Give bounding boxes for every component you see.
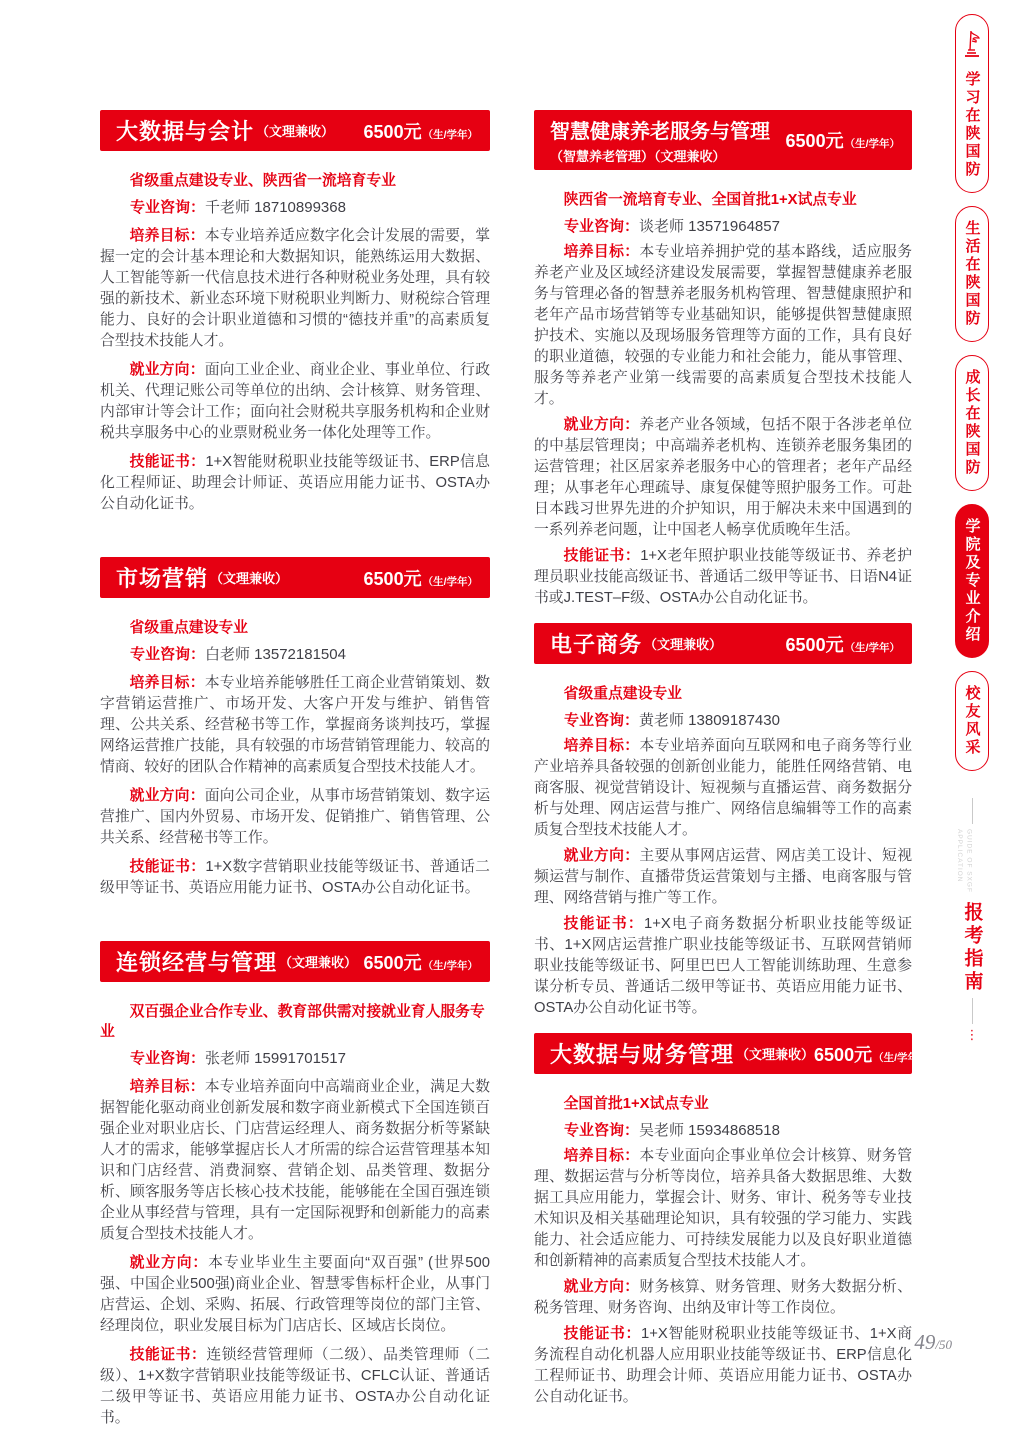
goal-label: 培养目标： — [129, 675, 205, 691]
program-cert — [534, 1324, 912, 1408]
goal-text: 本专业培养适应数字化会计发展的需要，掌握一定的会计基本理论和大数据知识，能熟练运用大数据、人工智能等新一代信息技术进行各种财税业务处理，具有较强的新技术、新业态环境下财税职业判断力、财税综合管理能力、良好的会计职业道德和习惯的“德技并重”的高素质复合型技术技能人才。 — [100, 228, 490, 349]
program-cert — [534, 914, 912, 1019]
program-title: 大数据与会计 — [116, 119, 255, 144]
guide-english-caption: APPLICATION GUIDE OF SXGF — [956, 829, 973, 893]
fee-unit: （生/学年） — [422, 959, 478, 972]
fee-unit: （生/学年） — [422, 575, 478, 588]
consult-label: 专业咨询： — [564, 712, 640, 729]
program-title: 市场营销 — [116, 566, 209, 591]
cert-text: 连锁经营管理师（二级）、品类管理师（二级）、1+X数字营销职业技能等级证书、CFLC认证、普通话二级甲等证书、英语应用能力证书、OSTA办公自动化证书。 — [100, 1347, 490, 1426]
cert-text: 1+X智能财税职业技能等级证书、1+X商务流程自动化机器人应用职业技能等级证书、ERP信息化工程师证书、助理会计师、英语应用能力证书、OSTA办公自动化证书。 — [534, 1326, 912, 1405]
program-goal — [534, 736, 912, 841]
cert-label: 技能证书： — [129, 454, 206, 470]
divider — [972, 998, 973, 1024]
program-header — [100, 941, 490, 982]
job-label: 就业方向： — [129, 362, 205, 378]
program-goal — [534, 242, 912, 410]
program-admission-note: （文理兼收） — [256, 124, 335, 139]
cert-label: 技能证书： — [563, 916, 645, 932]
tab-label: 成长在陕国防 — [963, 369, 981, 477]
job-label: 就业方向： — [563, 848, 640, 864]
monument-icon — [960, 28, 984, 63]
fee-amount: 6500元 — [363, 121, 422, 142]
program-admission-note: （文理兼收） — [210, 571, 289, 586]
goal-text: 本专业培养面向互联网和电子商务等行业产业培养具备较强的创新创业能力，能胜任网络营销、电商客服、视觉营销设计、短视频与直播运营、商务数据分析与处理、网店运营与推广、网络信息编辑等工作的高素质复合型技术技能人才。 — [534, 738, 912, 838]
tab-alumni[interactable] — [955, 671, 989, 771]
program-consult-line — [100, 197, 490, 218]
cert-text: 1+X数字营销职业技能等级证书、普通话二级甲等证书、英语应用能力证书、OSTA办公自动化证书。 — [100, 859, 490, 896]
program-header — [100, 110, 490, 151]
tab-label: 学习在陕国防 — [963, 71, 981, 179]
job-label: 就业方向： — [129, 1255, 209, 1271]
program-admission-note: （文理兼收） — [279, 955, 358, 970]
consult-label: 专业咨询： — [564, 1122, 640, 1139]
cert-text: 1+X智能财税职业技能等级证书、ERP信息化工程师证、助理会计师证、英语应用能力证书、OSTA办公自动化证书。 — [100, 454, 490, 512]
goal-label: 培养目标： — [129, 228, 205, 244]
fee-amount: 6500元 — [363, 568, 422, 589]
job-text: 养老产业各领域，包括不限于各涉老单位的中基层管理岗；中高端养老机构、连锁养老服务集团的运营管理；社区居家养老服务中心的管理者；老年产品经理；从事老年心理疏导、康复保健等照护服务工作。可赴日本践习世界先进的介护知识，用于解决未来中国遇到的一系列养老问题，让中国老人畅享优质晚年生活。 — [534, 417, 912, 538]
job-text: 面向工业企业、商业企业、事业单位、行政机关、代理记账公司等单位的出纳、会计核算、财务管理、内部审计等会计工作；面向社会财税共享服务机构和企业财税共享服务中心的业票财税业务一体化处理等工作。 — [100, 362, 490, 441]
program-goal — [100, 1077, 490, 1245]
program-job — [100, 786, 490, 849]
program-card-marketing — [100, 557, 490, 899]
program-consult-line — [534, 216, 912, 237]
program-header — [534, 110, 912, 170]
total-pages: /50 — [935, 1337, 952, 1352]
program-title-block — [550, 115, 770, 165]
goal-text: 本专业培养面向中高端商业企业，满足大数据智能化驱动商业创新发展和数字商业新模式下全国连锁百强企业对职业店长、门店营运经理人、商务数据分析等紧缺人才的需求，能够掌握店长人才所需的综合运营管理基本知识和门店经营、消费洞察、营销企划、品类管理、数据分析、顾客服务等店长核心技术技能，能够能在全国百强连锁企业从事经营与管理，具有一定国际视野和创新能力的高素质复合型技术技能人才。 — [100, 1079, 490, 1242]
section-tab-rail — [952, 14, 992, 1041]
goal-text: 本专业培养能够胜任工商企业营销策划、数字营销运营推广、市场开发、大客户开发与维护、销售管理、公共关系、经营秘书等工作，掌握商务谈判技巧，掌握网络运营推广技能，具有较强的市场营销管理能力、较高的情商、较好的团队合作精神的高素质复合型技术技能人才。 — [100, 675, 490, 775]
consult-label: 专业咨询： — [130, 199, 206, 216]
left-column — [100, 110, 490, 1429]
program-job — [100, 360, 490, 444]
program-title: 电子商务 — [550, 632, 643, 657]
tab-label: 学院及专业介绍 — [963, 518, 981, 644]
tab-study-at-sxgf[interactable] — [955, 14, 989, 193]
program-highlight: 省级重点建设专业 — [129, 620, 248, 636]
program-fee — [364, 565, 478, 591]
program-consult-line — [100, 644, 490, 665]
fee-unit: （生/学年） — [422, 128, 478, 141]
consult-label: 专业咨询： — [130, 1050, 206, 1067]
program-admission-note: （文理兼收） — [644, 637, 723, 652]
consult-contact: 白老师 13572181504 — [205, 646, 346, 663]
program-title: 连锁经营与管理 — [116, 950, 278, 975]
program-card-smart-elderly-care — [534, 110, 912, 609]
program-fee — [364, 949, 478, 975]
tab-departments-and-majors[interactable] — [955, 504, 989, 658]
program-fee — [364, 118, 478, 144]
consult-label: 专业咨询： — [564, 218, 640, 235]
program-goal — [100, 226, 490, 352]
program-cert — [100, 857, 490, 899]
cert-label: 技能证书： — [129, 1347, 207, 1363]
program-header — [534, 623, 912, 664]
goal-text: 本专业培养拥护党的基本路线，适应服务养老产业及区域经济建设发展需要，掌握智慧健康养老服务与管理必备的智慧养老服务机构管理、智慧健康照护和老年产品市场营销等专业基础知识，能够提供智慧健康照护技术、实施以及现场服务管理等方面的工作，具有良好的职业道德，较强的专业能力和社会能力，能从事管理、服务等养老产业第一线需要的高素质复合型技术技能人才。 — [534, 244, 912, 407]
tab-label: 校友风采 — [963, 685, 981, 757]
current-page: 49 — [914, 1330, 936, 1354]
page-number — [914, 1330, 952, 1355]
program-highlight: 双百强企业合作专业、教育部供需对接就业育人服务专业 — [100, 1004, 485, 1040]
cert-label: 技能证书： — [563, 1326, 642, 1342]
program-highlight: 全国首批1+X试点专业 — [563, 1096, 709, 1112]
program-job — [100, 1253, 490, 1337]
program-highlight: 省级重点建设专业 — [563, 686, 682, 702]
program-card-chain-management — [100, 941, 490, 1429]
job-text: 财务核算、财务管理、财务大数据分析、税务管理、财务咨询、出纳及审计等工作岗位。 — [534, 1279, 912, 1316]
program-subtitle: （智慧养老管理）（文理兼收） — [550, 149, 726, 164]
program-cert — [100, 452, 490, 515]
program-highlight: 省级重点建设专业、陕西省一流培育专业 — [129, 173, 396, 189]
fee-amount: 6500元 — [785, 131, 844, 151]
consult-contact: 吴老师 15934868518 — [639, 1122, 780, 1139]
program-header — [534, 1033, 929, 1074]
fee-unit: （生/学年） — [873, 1051, 929, 1064]
fee-amount: 6500元 — [363, 952, 422, 973]
consult-contact: 千老师 18710899368 — [205, 199, 346, 216]
program-consult-line — [534, 710, 912, 731]
application-guide-marker — [918, 798, 1024, 1041]
program-job — [534, 846, 912, 909]
goal-label: 培养目标： — [563, 244, 640, 260]
job-label: 就业方向： — [563, 1279, 640, 1295]
divider — [972, 798, 973, 824]
guide-chinese-caption: 报考指南 — [961, 901, 983, 994]
consult-contact: 张老师 15991701517 — [205, 1050, 346, 1067]
program-fee — [814, 1041, 928, 1067]
program-job — [534, 415, 912, 541]
job-text: 面向公司企业，从事市场营销策划、数字运营推广、国内外贸易、市场开发、促销推广、销售管理、公共关系、经营秘书等工作。 — [100, 788, 490, 846]
program-fee — [786, 631, 900, 657]
tab-grow-at-sxgf[interactable] — [955, 355, 989, 491]
goal-label: 培养目标： — [129, 1079, 205, 1095]
fee-amount: 6500元 — [814, 1044, 873, 1065]
program-consult-line — [100, 1048, 490, 1069]
ellipsis-marker: ⋮ — [965, 1026, 979, 1042]
program-fee — [786, 127, 900, 153]
program-card-big-data-accounting — [100, 110, 490, 515]
program-job — [534, 1277, 912, 1319]
program-highlight: 陕西省一流培育专业、全国首批1+X试点专业 — [563, 192, 857, 208]
program-cert — [534, 546, 912, 609]
job-text: 主要从事网店运营、网店美工设计、短视频运营与制作、直播带货运营策划与主播、电商客服与管理、网络营销与推广等工作。 — [534, 848, 912, 906]
program-card-ecommerce — [534, 623, 912, 1019]
program-title: 大数据与财务管理 — [550, 1042, 735, 1067]
program-cert — [100, 1345, 490, 1429]
consult-contact: 黄老师 13809187430 — [639, 712, 780, 729]
cert-label: 技能证书： — [129, 859, 206, 875]
goal-label: 培养目标： — [563, 1148, 640, 1164]
program-title: 智慧健康养老服务与管理 — [550, 121, 770, 143]
program-admission-note: （文理兼收） — [736, 1047, 815, 1062]
fee-unit: （生/学年） — [844, 641, 900, 654]
goal-text: 本专业面向企事业单位会计核算、财务管理、数据运营与分析等岗位，培养具备大数据思维、大数据工具应用能力，掌握会计、财务、审计、税务等专业技术知识及相关基础理论知识，具有较强的学习能力、实践能力、社会适应能力、可持续发展能力以及良好职业道德和创新精神的高素质复合型技术技能人才。 — [534, 1148, 912, 1269]
tab-label: 生活在陕国防 — [963, 220, 981, 328]
job-label: 就业方向： — [563, 417, 640, 433]
consult-contact: 谈老师 13571964857 — [639, 218, 780, 235]
fee-amount: 6500元 — [785, 634, 844, 655]
fee-unit: （生/学年） — [844, 138, 900, 150]
consult-label: 专业咨询： — [130, 646, 206, 663]
program-header — [100, 557, 490, 598]
program-consult-line — [534, 1120, 912, 1141]
goal-label: 培养目标： — [563, 738, 640, 754]
program-goal — [100, 673, 490, 778]
tab-life-at-sxgf[interactable] — [955, 206, 989, 342]
cert-text: 1+X老年照护职业技能等级证书、养老护理员职业技能高级证书、普通话二级甲等证书、日语N4证书或J.TEST–F级、OSTA办公自动化证书。 — [534, 548, 912, 606]
cert-text: 1+X电子商务数据分析职业技能等级证书、1+X网店运营推广职业技能等级证书、互联网营销师职业技能等级证书、阿里巴巴人工智能训练助理、生意参谋分析专员、普通话二级甲等证书、英语应用能力证书、OSTA办公自动化证书等。 — [534, 916, 912, 1016]
program-goal — [534, 1146, 912, 1272]
job-text: 本专业毕业生主要面向“双百强” (世界500强、中国企业500强)商业企业、智慧零售标杆企业，从事门店营运、企划、采购、拓展、行政管理等岗位的部门主管、经理岗位，职业发展目标为门店店长、区域店长岗位。 — [100, 1255, 490, 1334]
job-label: 就业方向： — [129, 788, 205, 804]
cert-label: 技能证书： — [563, 548, 641, 564]
